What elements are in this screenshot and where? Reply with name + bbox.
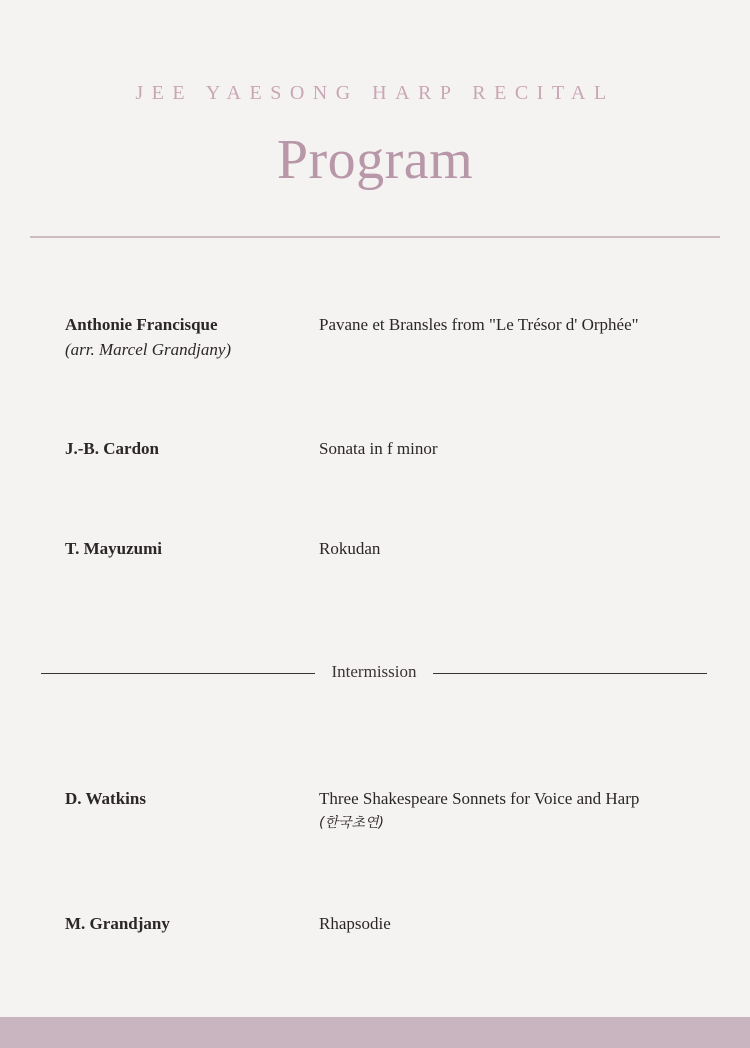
footer-bar [0,1017,750,1048]
intermission-rule-right [433,673,707,674]
program-item-work [319,436,438,461]
intermission-label: Intermission [331,662,417,681]
program-item-work [319,536,380,561]
arranger-credit: (arr. Marcel Grandjany) [65,340,232,359]
program-item-composer [65,536,162,561]
composer-name: J.-B. Cardon [65,439,159,458]
composer-name: M. Grandjany [65,914,170,933]
composer-name: Anthonie Francisque [65,315,218,334]
program-item-composer [65,911,170,936]
header-divider [30,236,720,238]
work-title: Sonata in f minor [319,439,438,458]
work-title: Three Shakespeare Sonnets for Voice and Harp [319,789,640,808]
work-title: Pavane et Bransles from "Le Trésor d' Orphée" [319,315,639,334]
work-title: Rhapsodie [319,914,391,933]
program-item-work [319,786,639,836]
work-title: Rokudan [319,539,381,558]
program-item-composer [65,436,159,461]
composer-name: D. Watkins [65,789,146,808]
program-item-work [319,911,391,936]
composer-name: T. Mayuzumi [65,539,162,558]
premiere-note: (한국초연) [319,815,385,831]
page-title: Program [276,129,474,191]
program-item-composer [65,312,231,362]
intermission-rule-left [41,673,315,674]
program-item-work [319,312,639,337]
recital-eyebrow: JEE YAESONG HARP RECITAL [135,82,615,104]
program-item-composer [65,786,146,811]
